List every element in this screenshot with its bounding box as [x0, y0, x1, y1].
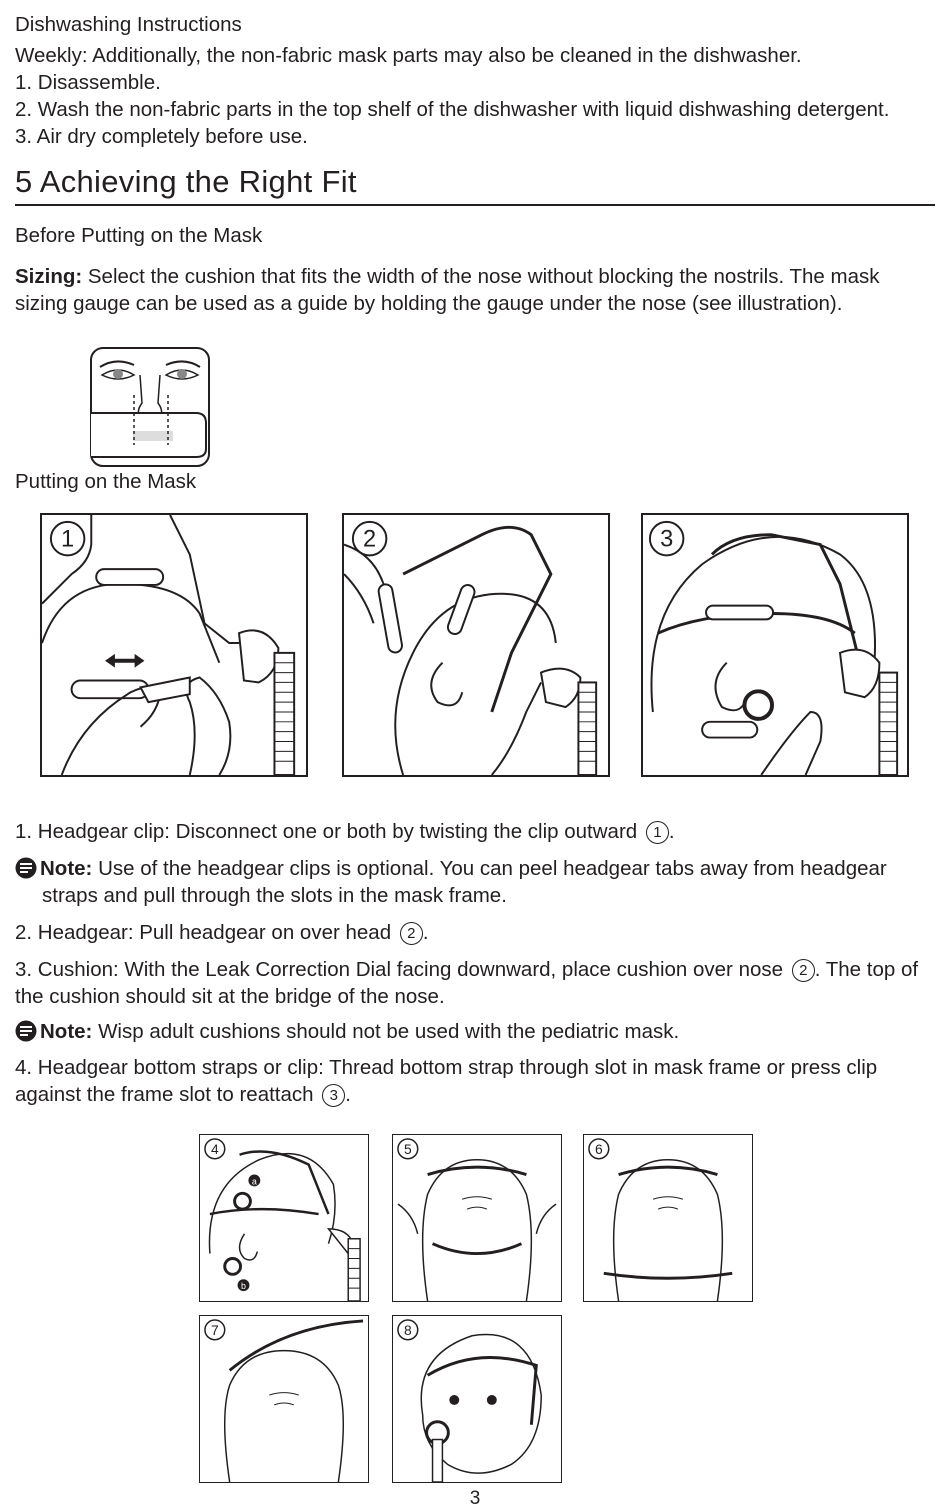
before-heading: Before Putting on the Mask: [15, 224, 263, 247]
putting-heading: Putting on the Mask: [15, 470, 197, 493]
note-1-line-1: [15, 855, 887, 882]
step-2-line: 2. Headgear: Pull headgear on over head 2 .: [15, 921, 429, 944]
callout-b: b: [241, 1281, 246, 1292]
step-2-figure-ref: 2: [400, 922, 423, 945]
page-number: 3: [469, 1488, 481, 1509]
note-1-text-1: Use of the headgear clips is optional. You can peel headgear tabs away from headgear: [92, 857, 887, 880]
step-4-line-2: against the frame slot to reattach 3 .: [15, 1083, 351, 1106]
step-4-line-1: 4. Headgear bottom straps or clip: Thread bottom strap through slot in mask frame or press clip: [15, 1056, 878, 1079]
step-3-figure-ref: 2: [792, 959, 815, 982]
figure-3-reattach-clip: [641, 513, 909, 777]
step-1-line: 1. Headgear clip: Disconnect one or both by twisting the clip outward 1 .: [15, 820, 675, 843]
step-1-figure-ref: 1: [646, 821, 669, 844]
note-icon: [15, 1020, 37, 1042]
figure-1-disconnect-clip: [40, 513, 308, 777]
sizing-gauge-illustration: [88, 345, 212, 469]
note-icon: [15, 857, 37, 879]
figure-2-number: 2: [363, 526, 377, 553]
figure-7-top-strap: [199, 1315, 369, 1483]
sizing-line-1: [15, 263, 879, 290]
figure-4-number: 4: [210, 1140, 219, 1157]
figure-5-number: 5: [403, 1140, 412, 1157]
section-title: 5 Achieving the Right Fit: [15, 164, 357, 199]
figure-6-number: 6: [594, 1140, 603, 1157]
figure-3-number: 3: [660, 526, 674, 553]
section-rule: [15, 204, 935, 206]
step-3-text-1: 3. Cushion: With the Leak Correction Dial facing downward, place cushion over nose: [15, 958, 784, 981]
figure-5-headgear-back: [392, 1134, 562, 1302]
dishwashing-heading: Dishwashing Instructions: [15, 13, 242, 36]
callout-a: a: [251, 1176, 257, 1187]
note-2-text: Wisp adult cushions should not be used with the pediatric mask.: [92, 1020, 680, 1043]
step-3-tail: . The top of: [814, 958, 919, 981]
figure-2-pull-headgear: [342, 513, 610, 777]
step-4-text-2: against the frame slot to reattach: [15, 1083, 314, 1106]
figure-8-mask-fitted: [392, 1315, 562, 1483]
sizing-text-1: Select the cushion that fits the width of the nose without blocking the nostrils. The mask: [82, 265, 880, 288]
figure-6-headgear-back: [583, 1134, 753, 1302]
sizing-line-2: sizing gauge can be used as a guide by holding the gauge under the nose (see illustration).: [15, 292, 843, 315]
step-3-line-2: the cushion should sit at the bridge of the nose.: [15, 985, 445, 1008]
dishwashing-step-3: 3. Air dry completely before use.: [15, 125, 308, 148]
step-4-figure-ref: 3: [322, 1084, 345, 1107]
note-1-line-2: straps and pull through the slots in the mask frame.: [42, 884, 507, 907]
step-2-text: 2. Headgear: Pull headgear on over head: [15, 921, 392, 944]
dishwashing-step-1: 1. Disassemble.: [15, 71, 161, 94]
sizing-label: Sizing:: [15, 265, 83, 288]
note-1-label: Note:: [40, 857, 93, 880]
step-1-text: 1. Headgear clip: Disconnect one or both by twisting the clip outward: [15, 820, 638, 843]
dishwashing-weekly: Weekly: Additionally, the non-fabric mask parts may also be cleaned in the dishwasher.: [15, 44, 802, 67]
figure-7-number: 7: [210, 1321, 219, 1338]
note-2-label: Note:: [40, 1020, 93, 1043]
figure-1-number: 1: [61, 526, 75, 553]
figure-8-number: 8: [403, 1321, 412, 1338]
note-2-line: [15, 1018, 679, 1045]
step-3-line-1: [15, 956, 918, 983]
figure-4-adjust-straps: [199, 1134, 369, 1302]
dishwashing-step-2: 2. Wash the non-fabric parts in the top shelf of the dishwasher with liquid dishwashing detergent.: [15, 98, 890, 121]
